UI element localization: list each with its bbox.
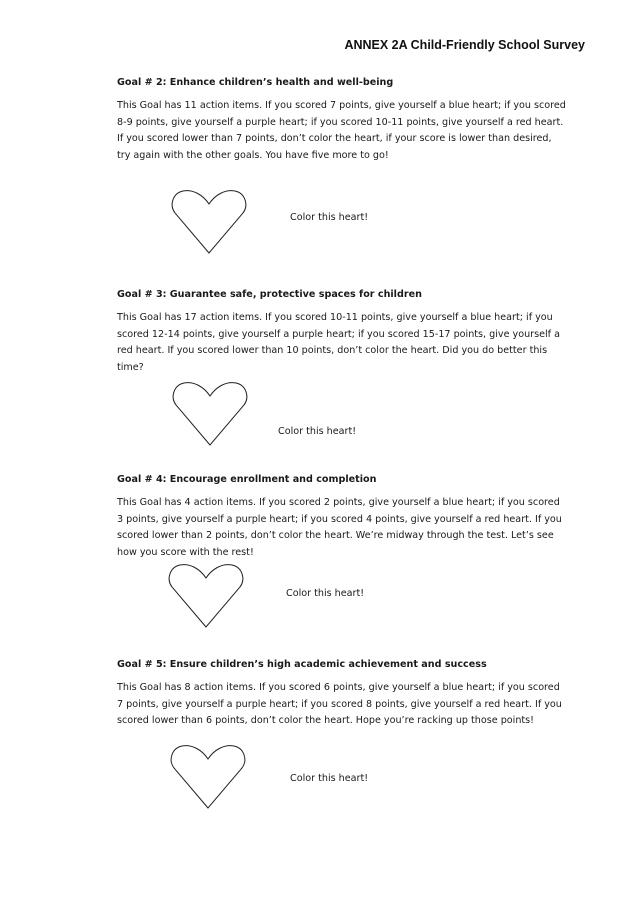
goal-description: This Goal has 11 action items. If you scored 7 points, give yourself a blue heart; if you scored 8-9 points, give yourself a purple heart; if you scored 10-11 points, give yourself a red heart. If you scored lower than 7 points, don’t color the heart, if your score is lower than desired, try again with the other goals. You have five more to go! (117, 100, 566, 161)
annex-title: ANNEX 2A Child-Friendly School Survey (344, 38, 585, 52)
goal-section-3 (117, 288, 567, 376)
goal-section-5 (117, 658, 567, 730)
goal-section-4 (117, 473, 567, 561)
goal-title: Goal # 2: Enhance children’s health and well-being (117, 77, 394, 88)
heart-caption: Color this heart! (290, 212, 369, 223)
heart-outline-icon[interactable] (168, 563, 244, 629)
heart-outline-icon[interactable] (171, 189, 247, 255)
goal-description: This Goal has 8 action items. If you scored 6 points, give yourself a blue heart; if you scored 7 points, give yourself a purple heart; if you scored 8 points, give yourself a red heart. If you scored lower than 6 points, don’t color the heart. Hope you’re racking up those points! (117, 682, 562, 727)
goal-description: This Goal has 17 action items. If you scored 10-11 points, give yourself a blue heart; if you scored 12-14 points, give yourself a purple heart; if you scored 15-17 points, give yourself a red heart. If you scored lower than 10 points, don’t color the heart. Did you do better this time? (117, 312, 560, 373)
goal-title: Goal # 4: Encourage enrollment and completion (117, 474, 377, 485)
heart-caption: Color this heart! (286, 588, 365, 599)
goal-section-2 (117, 76, 567, 164)
goal-title: Goal # 3: Guarantee safe, protective spaces for children (117, 289, 422, 300)
goal-title: Goal # 5: Ensure children’s high academic achievement and success (117, 659, 487, 670)
heart-caption: Color this heart! (290, 773, 369, 784)
heart-outline-icon[interactable] (172, 381, 248, 447)
heart-outline-icon[interactable] (170, 744, 246, 810)
goal-description: This Goal has 4 action items. If you scored 2 points, give yourself a blue heart; if you scored 3 points, give yourself a purple heart; if you scored 4 points, give yourself a red heart. If you scored lower than 2 points, don’t color the heart. We’re midway through the test. Let’s see how you score with the rest! (117, 497, 562, 558)
heart-caption: Color this heart! (278, 426, 357, 437)
